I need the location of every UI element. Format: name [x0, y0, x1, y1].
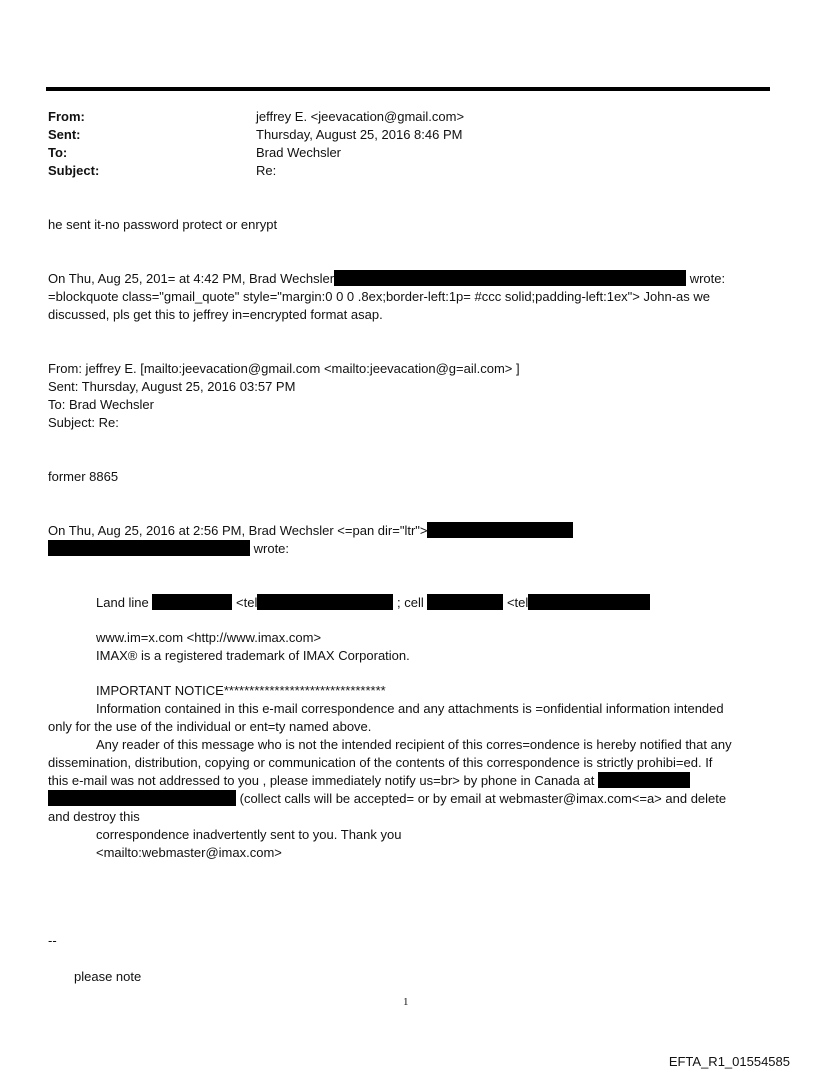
- email-header: [48, 108, 748, 184]
- redaction: [257, 594, 393, 610]
- notice-para3: correspondence inadvertently sent to you. Thank you: [96, 827, 402, 842]
- notice-para2-line3: [48, 772, 690, 790]
- redaction: [427, 594, 503, 610]
- subject-label: Subject:: [48, 163, 100, 178]
- cell-label: ; cell: [396, 595, 424, 610]
- web-link: www.im=x.com <http://www.imax.com>: [96, 630, 322, 645]
- quote1-wrote: wrote:: [689, 271, 726, 286]
- sent-label: Sent:: [48, 127, 81, 142]
- fwd-subject: Subject: Re:: [48, 415, 119, 430]
- notice-mailto: <mailto:webmaster@imax.com>: [96, 845, 282, 860]
- landline-line: [96, 594, 650, 612]
- notice-para2-line1: Any reader of this message who is not the intended recipient of this corres=ondence is hereby notified that any: [96, 737, 732, 752]
- quote1-intro: On Thu, Aug 25, 201= at 4:42 PM, Brad Wechsler: [48, 271, 335, 286]
- page-number: 1: [403, 996, 409, 1008]
- trademark-text: IMAX® is a registered trademark of IMAX Corporation.: [96, 648, 410, 663]
- notice-para2-line5: and destroy this: [48, 809, 140, 824]
- quote2-line1: [48, 522, 573, 540]
- notice-phone-text: this e-mail was not addressed to you , please immediately notify us=br> by phone in Canada at: [48, 773, 595, 788]
- quote1-line1: [48, 270, 725, 288]
- signature-dash: --: [48, 933, 57, 948]
- quote1-line3: discussed, pls get this to jeffrey in=encrypted format asap.: [48, 307, 383, 322]
- quote2-line2: [48, 540, 289, 558]
- redaction: [427, 522, 573, 538]
- notice-title: IMPORTANT NOTICE********************************: [96, 683, 386, 698]
- landline-tel: <tel: [236, 595, 258, 610]
- quote2-intro: On Thu, Aug 25, 2016 at 2:56 PM, Brad Wechsler <=pan dir="ltr">: [48, 523, 428, 538]
- fwd-from: From: jeffrey E. [mailto:jeevacation@gmail.com <mailto:jeevacation@g=ail.com> ]: [48, 361, 520, 376]
- redaction: [334, 270, 686, 286]
- notice-collect-text: (collect calls will be accepted= or by email at webmaster@imax.com<=a> and delete: [239, 791, 727, 806]
- notice-para2-line4: [48, 790, 726, 808]
- sent-value: Thursday, August 25, 2016 8:46 PM: [256, 127, 463, 142]
- please-note: please note: [74, 969, 142, 984]
- reply-text: he sent it-no password protect or enrypt: [48, 217, 278, 232]
- notice-para1-line2: only for the use of the individual or ent=ty named above.: [48, 719, 372, 734]
- former-text: former 8865: [48, 469, 119, 484]
- to-label: To:: [48, 145, 68, 160]
- cell-tel: <tel: [506, 595, 529, 610]
- notice-para2-line2: dissemination, distribution, copying or communication of the contents of this correspondence is strictly prohibi=ed. If: [48, 755, 713, 770]
- redaction: [48, 540, 250, 556]
- document-id: EFTA_R1_01554585: [668, 1054, 790, 1069]
- fwd-sent: Sent: Thursday, August 25, 2016 03:57 PM: [48, 379, 296, 394]
- from-label: From:: [48, 109, 85, 124]
- fwd-to: To: Brad Wechsler: [48, 397, 154, 412]
- landline-label: Land line: [96, 595, 149, 610]
- header-rule: [46, 87, 770, 91]
- to-value: Brad Wechsler: [256, 145, 342, 160]
- subject-value: Re:: [256, 163, 277, 178]
- redaction: [48, 790, 236, 806]
- from-value: jeffrey E. <jeevacation@gmail.com>: [256, 109, 465, 124]
- redaction: [528, 594, 650, 610]
- redaction: [152, 594, 232, 610]
- redaction: [598, 772, 690, 788]
- quote2-wrote: wrote:: [253, 541, 290, 556]
- quote1-line2: =blockquote class="gmail_quote" style="margin:0 0 0 .8ex;border-left:1p= #ccc solid;padding-left:1ex"> John-as we: [48, 289, 710, 304]
- notice-para1-line1: Information contained in this e-mail correspondence and any attachments is =onfidential information intended: [96, 701, 724, 716]
